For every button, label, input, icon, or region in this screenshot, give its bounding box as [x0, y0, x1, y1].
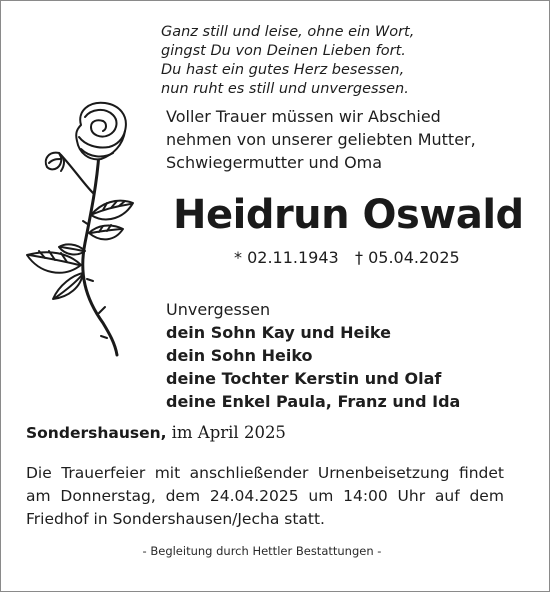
intro-line: nehmen von unserer geliebten Mutter, [166, 130, 476, 149]
birth-date: * 02.11.1943 [234, 248, 339, 267]
funeral-line: Friedhof in Sondershausen/Jecha statt. [26, 510, 325, 528]
place-location: Sondershausen, [26, 424, 167, 442]
funeral-word: am [26, 487, 51, 505]
funeral-word: 24.04.2025 [209, 487, 299, 505]
funeral-line [26, 485, 504, 508]
mourner-line: dein Sohn Kay und Heike [166, 323, 391, 342]
poem-line: Ganz still und leise, ohne ein Wort, [161, 24, 415, 40]
poem-line: gingst Du von Deinen Lieben fort. [161, 43, 406, 59]
place-month: im April 2025 [171, 423, 286, 442]
funeral-info [26, 462, 504, 531]
funeral-word: 14:00 [343, 487, 388, 505]
rose-icon [19, 93, 139, 363]
intro-text [166, 105, 536, 174]
funeral-word: dem [469, 487, 504, 505]
intro-line: Voller Trauer müssen wir Abschied [166, 107, 441, 126]
funeral-home-credit: - Begleitung durch Hettler Bestattungen - [142, 544, 382, 558]
funeral-word: Urnenbeisetzung [317, 464, 450, 482]
funeral-word: anschließender [189, 464, 309, 482]
funeral-word: dem [165, 487, 201, 505]
intro-line: Schwiegermutter und Oma [166, 153, 383, 172]
funeral-word: um [308, 487, 334, 505]
funeral-word: Uhr [397, 487, 426, 505]
mourners-list [166, 298, 536, 413]
mourners-heading: Unvergessen [166, 300, 271, 319]
funeral-word: mit [154, 464, 181, 482]
mourner-line: deine Tochter Kerstin und Olaf [166, 369, 442, 388]
poem-line: Du hast ein gutes Herz besessen, [161, 62, 405, 78]
funeral-word: Die [26, 464, 52, 482]
death-date: † 05.04.2025 [355, 248, 460, 267]
deceased-name: Heidrun Oswald [173, 192, 524, 238]
poem [161, 23, 461, 99]
mourner-line: deine Enkel Paula, Franz und Ida [166, 392, 461, 411]
funeral-word: auf [434, 487, 460, 505]
funeral-line [26, 462, 504, 485]
poem-line: nun ruht es still und unvergessen. [161, 81, 409, 97]
place-date [26, 421, 286, 445]
funeral-word: Trauerfeier [61, 464, 146, 482]
funeral-word: Donnerstag, [60, 487, 156, 505]
funeral-word: findet [458, 464, 504, 482]
mourner-line: dein Sohn Heiko [166, 346, 313, 365]
